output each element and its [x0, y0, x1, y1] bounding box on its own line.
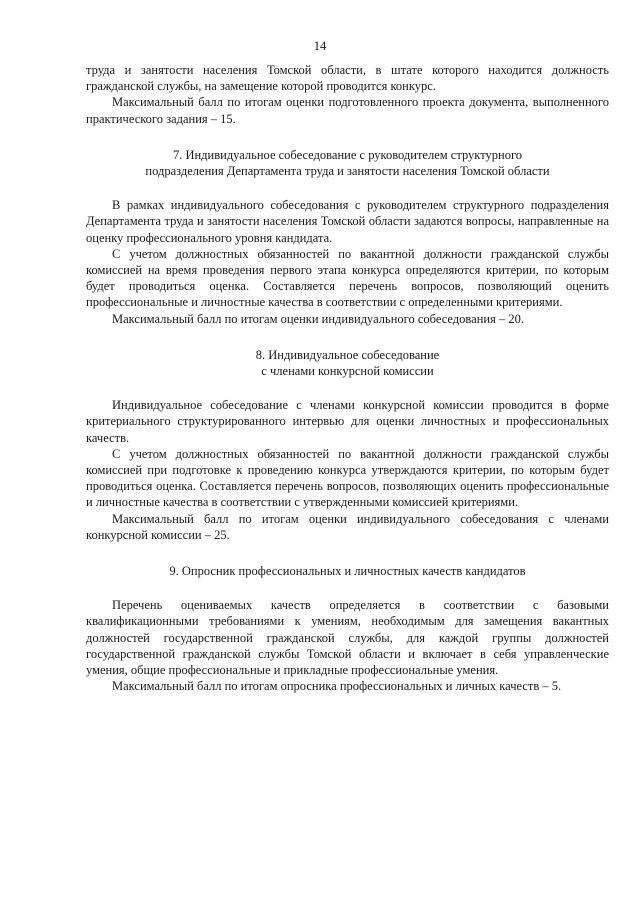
section-7-max-score: Максимальный балл по итогам оценки индивидуального собеседования – 20.: [112, 311, 524, 326]
section-8-paragraph: С учетом должностных обязанностей по вакантной должности гражданской службы комиссией при подготовке к проведению конкурса утверждаются критерии, по которым будет проводиться оценка. Составляется перечень вопросов, позволяющих оценить профессиональные и личностные качества в соответствии с утвержденными комиссией критериями.: [86, 446, 609, 510]
section-9-max-score: Максимальный балл по итогам опросника профессиональных и личных качеств – 5.: [112, 679, 562, 694]
section-7-paragraph: С учетом должностных обязанностей по вакантной должности гражданской службы комиссией на время проведения первого этапа конкурса определяются критерии, по которым будет проводиться оценка. Составляется перечень вопросов, позволяющий оценить профессиональные и личностные качества в соответствии с определенными критериями.: [86, 246, 609, 310]
section-title-line: 9. Опросник профессиональных и личностных качеств кандидатов: [169, 564, 526, 579]
section-title-line: с членами конкурсной комиссии: [261, 364, 434, 379]
section-title-line: подразделения Департамента труда и занятости населения Томской области: [145, 164, 550, 179]
section-title-line: 7. Индивидуальное собеседование с руководителем структурного: [172, 147, 523, 162]
section-7-paragraph: В рамках индивидуального собеседования с руководителем структурного подразделения Департамента труда и занятости населения Томской области задаются вопросы, направленные на оценку профессионального уровня кандидата.: [86, 198, 609, 245]
page-number: 14: [313, 39, 327, 53]
section-8-max-score: Максимальный балл по итогам оценки индивидуального собеседования с членами конкурсной комиссии – 25.: [86, 511, 609, 542]
section-title-line: 8. Индивидуальное собеседование: [255, 347, 440, 362]
intro-max-score: Максимальный балл по итогам оценки подготовленного проекта документа, выполненного практического задания – 15.: [86, 95, 609, 126]
section-9-title: [86, 563, 609, 579]
section-8-paragraph: Индивидуальное собеседование с членами конкурсной комиссии проводится в форме критериального структурированного интервью для оценки личностных и профессиональных качеств.: [86, 398, 609, 445]
document-body: [86, 62, 609, 695]
section-8-title: [86, 347, 609, 379]
section-7-title: [86, 147, 609, 179]
section-9-paragraph: Перечень оцениваемых качеств определяется в соответствии с базовыми квалификационными требованиями к умениям, необходимым для замещения вакантных должностей государственной гражданской службы, для каждой группы должностей государственной гражданской службы Томской области и включает в себя управленческие умения, общие профессиональные и прикладные профессиональные умения.: [86, 598, 609, 678]
intro-continuation: труда и занятости населения Томской области, в штате которого находится должность гражданской службы, на замещение которой проводится конкурс.: [86, 63, 609, 94]
